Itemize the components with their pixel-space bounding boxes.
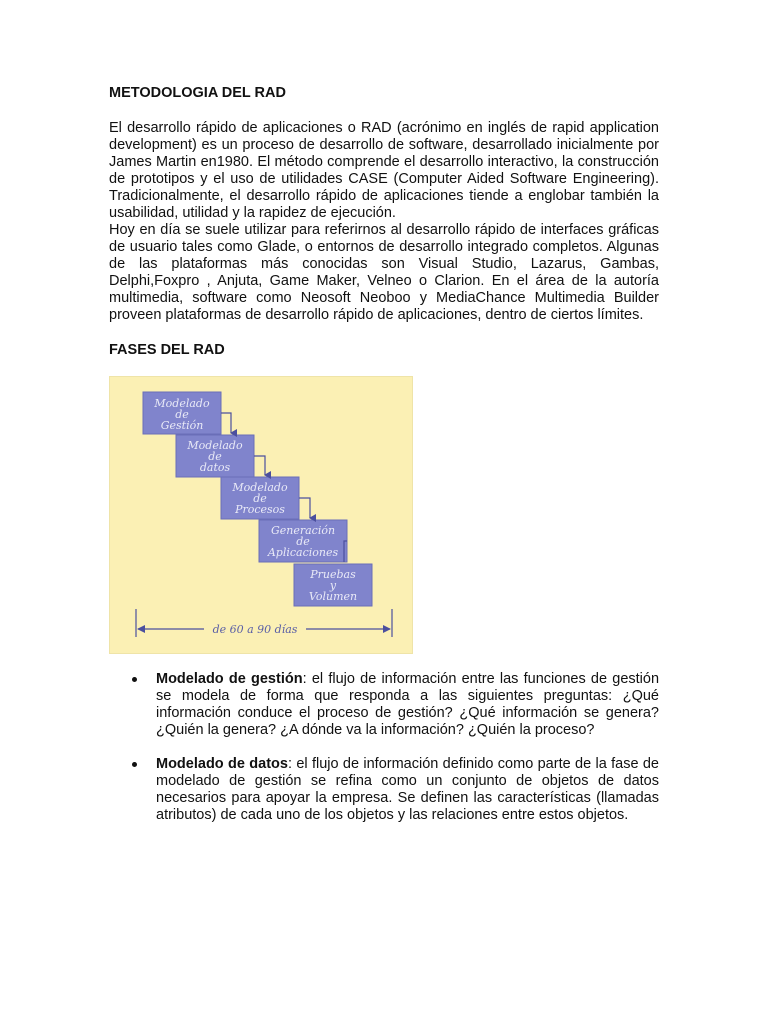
bullet-text: : el flujo de información definido como parte de la fase de modelado de gestión se refina como un conjunto de objetos de datos necesarios para apoyar la empresa. Se definen las características (llamadas atributos) de cada uno de los objetos y las relaciones entre estos objetos. bbox=[156, 756, 659, 823]
step-4-line-3: Aplicaciones bbox=[267, 546, 339, 559]
connector-arrow-3 bbox=[299, 498, 310, 518]
bullet-text: : el flujo de información entre las funciones de gestión se modela de forma que responda a las siguientes preguntas: ¿Qué información conduce el proceso de gestión? ¿Qué información se genera? ¿Quién la genera? ¿A dónde va la información? ¿Quién la proceso? bbox=[156, 671, 660, 738]
step-5-line-2: y bbox=[329, 579, 337, 592]
step-5-line-3: Volumen bbox=[308, 590, 358, 603]
intro-paragraph-1: El desarrollo rápido de aplicaciones o RAD (acrónimo en inglés de rapid application development) es un proceso de desarrollo de software, desarrollado inicialmente por James Martin en1980. El método comprende el desarrollo interactivo, la construcción de prototipos y el uso de utilidades CASE (Computer Aided Software Engineering). Tradicionalmente, el desarrollo rápido de aplicaciones tiende a englobar también la usabilidad, utilidad y la rapidez de ejecución. bbox=[109, 120, 659, 221]
bullet-dot-icon bbox=[132, 762, 137, 767]
bullet-term: Modelado de datos bbox=[156, 756, 288, 772]
step-1-line-3: Gestión bbox=[160, 419, 204, 432]
step-5-line-1: Pruebas bbox=[310, 568, 356, 581]
step-1-line-1: Modelado bbox=[154, 397, 210, 410]
step-2-line-3: datos bbox=[199, 461, 231, 474]
section-title-fases: FASES DEL RAD bbox=[109, 342, 225, 358]
rad-phases-diagram bbox=[109, 376, 413, 654]
step-3-line-2: de bbox=[253, 492, 267, 505]
bullet-term: Modelado de gestión bbox=[156, 671, 303, 687]
step-2-line-2: de bbox=[208, 450, 222, 463]
connector-arrow-1 bbox=[221, 413, 231, 433]
step-2-line-1: Modelado bbox=[187, 439, 243, 452]
rad-phases-svg bbox=[110, 377, 412, 653]
step-3-line-1: Modelado bbox=[232, 481, 288, 494]
list-item bbox=[109, 671, 659, 739]
duration-label: de 60 a 90 días bbox=[212, 623, 298, 636]
connector-arrow-2 bbox=[254, 456, 265, 475]
step-1-line-2: de bbox=[175, 408, 189, 421]
document-page bbox=[109, 84, 659, 841]
step-3-line-3: Procesos bbox=[235, 503, 285, 516]
step-4-line-2: de bbox=[296, 535, 310, 548]
step-4-line-1: Generación bbox=[270, 524, 336, 537]
intro-paragraph-2: Hoy en día se suele utilizar para referirnos al desarrollo rápido de interfaces gráficas de usuario tales como Glade, o entornos de desarrollo integrado completos. Algunas de las plataformas más conocidas son Visual Studio, Lazarus, Gambas, Delphi,Foxpro , Anjuta, Game Maker, Velneo o Clarion. En el área de la autoría multimedia, software como Neosoft Neoboo y MediaChance Multimedia Builder proveen plataformas de desarrollo rápido de aplicaciones, dentro de ciertos límites. bbox=[109, 222, 659, 323]
document-title: METODOLOGIA DEL RAD bbox=[109, 85, 286, 101]
phases-bullet-list bbox=[109, 671, 659, 824]
bullet-dot-icon bbox=[132, 677, 137, 682]
list-item bbox=[109, 756, 659, 824]
